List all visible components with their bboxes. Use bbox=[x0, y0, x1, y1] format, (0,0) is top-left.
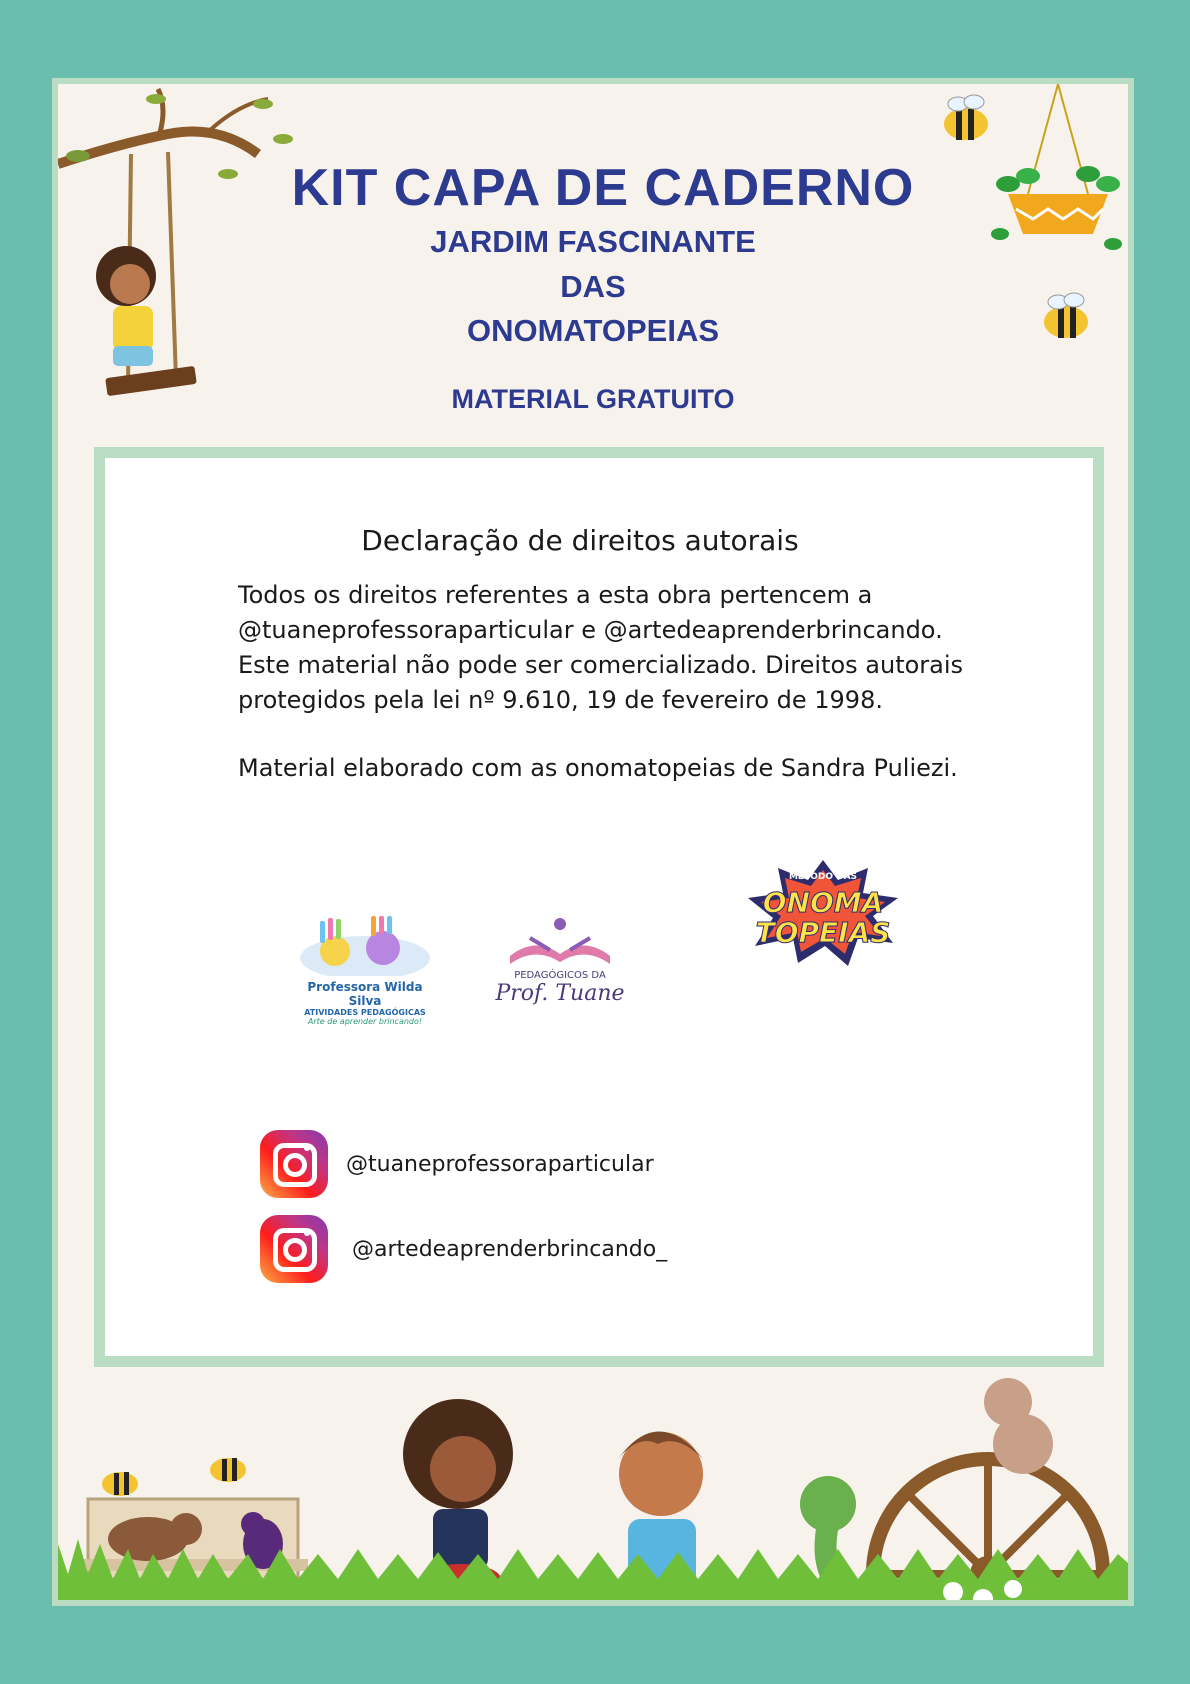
wilda-slogan: Arte de aprender brincando! bbox=[307, 1017, 423, 1026]
logo-prof-tuane bbox=[490, 916, 630, 1026]
cover-page bbox=[52, 78, 1134, 1606]
tagline: MATERIAL GRATUITO bbox=[451, 384, 735, 414]
wilda-name: Professora Wilda Silva bbox=[307, 980, 423, 1008]
instagram-icon[interactable] bbox=[260, 1215, 328, 1283]
subtitle-line-2: DAS bbox=[560, 269, 626, 304]
metodo-line2: ONOMA bbox=[762, 886, 884, 919]
subtitle-line-1: JARDIM FASCINANTE bbox=[430, 224, 756, 259]
metodo-line1: MÉTODO DAS bbox=[788, 872, 858, 882]
painted-hands-icon bbox=[295, 916, 435, 976]
open-book-icon bbox=[490, 916, 630, 966]
instagram-icon[interactable] bbox=[260, 1130, 328, 1198]
wilda-subtitle: ATIVIDADES PEDAGÓGICAS bbox=[304, 1008, 426, 1017]
page-title: KIT CAPA DE CADERNO bbox=[291, 159, 915, 217]
bee-icon bbox=[102, 1472, 138, 1496]
garden-scene-illustration bbox=[58, 1274, 1134, 1606]
logo-wilda-silva bbox=[295, 916, 435, 1031]
declaration-body bbox=[238, 578, 998, 819]
logo-metodo-onomatopeias bbox=[743, 858, 903, 968]
declaration-paragraph: Material elaborado com as onomatopeias de Sandra Puliezi. bbox=[238, 754, 958, 782]
instagram-handle[interactable]: @tuaneprofessoraparticular bbox=[346, 1151, 654, 1177]
copyright-card bbox=[94, 447, 1104, 1367]
bee-icon bbox=[210, 1458, 246, 1482]
tuane-line2: Prof. Tuane bbox=[495, 981, 625, 1006]
metodo-line3: TOPEIAS bbox=[755, 916, 891, 949]
social-row[interactable] bbox=[260, 1215, 667, 1283]
social-row[interactable] bbox=[260, 1130, 654, 1198]
instagram-handle[interactable]: @artedeaprenderbrincando_ bbox=[352, 1236, 668, 1262]
subtitle-line-3: ONOMATOPEIAS bbox=[466, 313, 720, 348]
declaration-title: Declaração de direitos autorais bbox=[361, 524, 799, 557]
tuane-line1: PEDAGÓGICOS DA bbox=[514, 970, 606, 981]
declaration-paragraph: Todos os direitos referentes a esta obra pertencem a @tuaneprofessoraparticular e @artedeaprenderbrincando. Este material não pode ser comercializado. Direitos autorais protegidos pela lei nº 9.610, 19 de fevereiro de 1998. bbox=[238, 581, 964, 714]
